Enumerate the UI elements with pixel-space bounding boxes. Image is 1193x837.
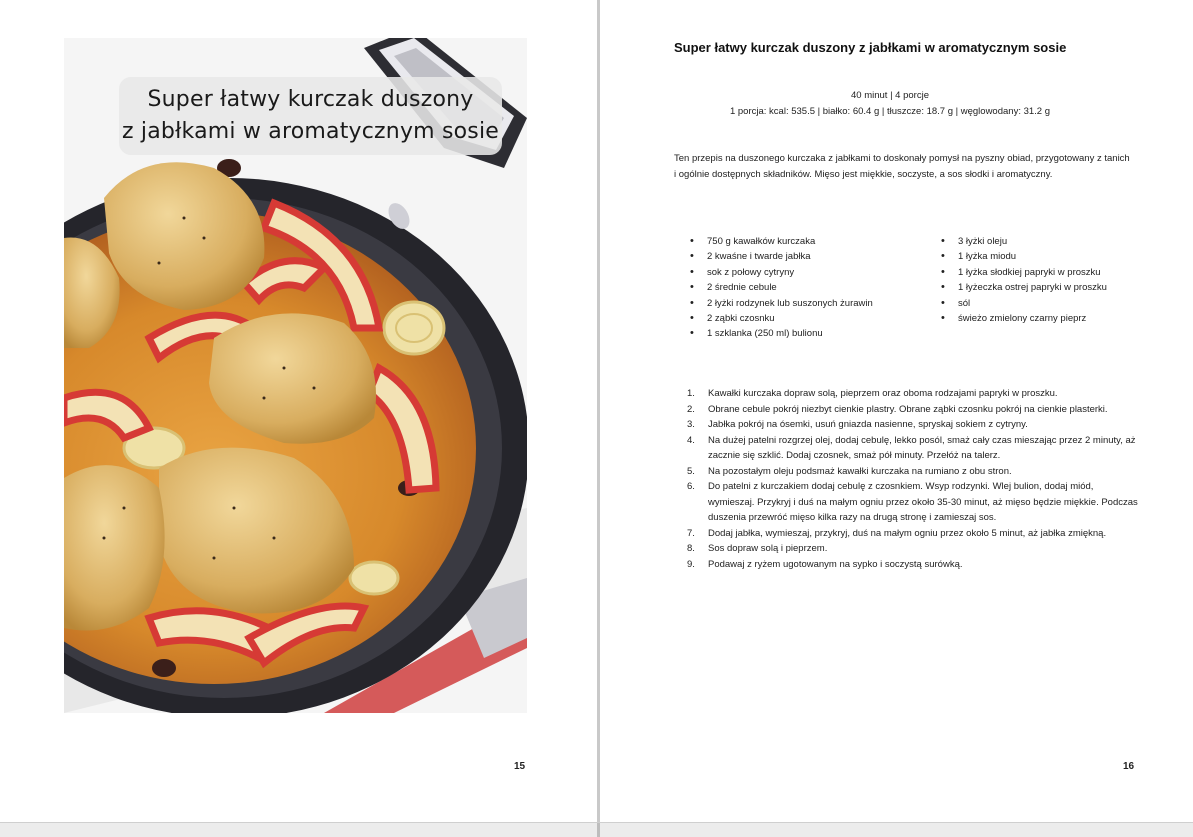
ingredient-item: • sól xyxy=(941,296,1107,311)
step-text: Obrane cebule pokrój niezbyt cienkie plastry. Obrane ząbki czosnku pokrój na cienkie plasterki. xyxy=(708,403,1108,415)
step-number: 3. xyxy=(687,419,695,430)
ingredients-left-list xyxy=(690,234,873,342)
step-item xyxy=(687,433,1141,464)
ingredient-item: • 1 łyżeczka ostrej papryki w proszku xyxy=(941,280,1107,295)
recipe-intro: Ten przepis na duszonego kurczaka z jabłkami to doskonały pomysł na pyszny obiad, przygotowany z tanich i ogólnie dostępnych składników. Mięso jest miękkie, soczyste, a sos słodki i aromatyczny. xyxy=(674,153,1130,180)
step-item xyxy=(687,386,1141,402)
ingredient-item: • 2 ząbki czosnku xyxy=(690,311,873,326)
ingredient-item: • 3 łyżki oleju xyxy=(941,234,1107,249)
recipe-photo xyxy=(64,38,527,713)
page-number-left: 15 xyxy=(514,761,526,772)
ingredient-item: • 1 łyżka miodu xyxy=(941,249,1107,264)
preparation-steps xyxy=(687,386,1141,572)
ingredient-item: • 750 g kawałków kurczaka xyxy=(690,234,873,249)
ingredient-item: • 1 łyżka słodkiej papryki w proszku xyxy=(941,265,1107,280)
step-text: Do patelni z kurczakiem dodaj cebulę z czosnkiem. Wsyp rodzynki. Wlej bulion, dodaj miód, wymieszaj. Przykryj i duś na małym ogniu przez około 35-30 minut, aż mięso będzie miękkie. Podczas duszenia przewróć mięso kilka razy na drugą stronę i zamieszaj sos. xyxy=(708,481,1138,523)
step-text: Na pozostałym oleju podsmaż kawałki kurczaka na rumiano z obu stron. xyxy=(708,465,1012,477)
ingredient-item: • sok z połowy cytryny xyxy=(690,265,873,280)
step-number: 4. xyxy=(687,434,695,446)
step-item xyxy=(687,526,1141,542)
step-item xyxy=(687,464,1141,480)
ingredient-item: • świeżo zmielony czarny pieprz xyxy=(941,311,1107,326)
step-text: Podawaj z ryżem ugotowanym na sypko i soczystą surówką. xyxy=(708,558,963,570)
ingredient-item: • 2 łyżki rodzynek lub suszonych żurawin xyxy=(690,296,873,311)
step-number: 2. xyxy=(687,403,695,415)
nutrition-info: 1 porcja: kcal: 535.5 | białko: 60.4 g | tłuszcze: 18.7 g | węglowodany: 31.2 g xyxy=(729,106,1051,117)
photo-title-line2: z jabłkami w aromatycznym sosie xyxy=(121,119,500,144)
step-number: 5. xyxy=(687,465,695,477)
ingredient-item: • 2 średnie cebule xyxy=(690,280,873,295)
ingredients-right-list xyxy=(941,234,1107,326)
ingredient-item: • 2 kwaśne i twarde jabłka xyxy=(690,249,873,264)
right-page xyxy=(600,0,1193,822)
step-number: 8. xyxy=(687,543,695,554)
step-text: Jabłka pokrój na ósemki, usuń gniazda nasienne, spryskaj sokiem z cytryny. xyxy=(708,419,1028,430)
next-page-edge xyxy=(0,822,1193,837)
step-text: Sos dopraw solą i pieprzem. xyxy=(708,543,828,554)
step-number: 6. xyxy=(687,481,695,492)
step-item xyxy=(687,479,1141,526)
step-text: Na dużej patelni rozgrzej olej, dodaj cebulę, lekko posól, smaż cały czas mieszając przez 2 minuty, aż zacznie się szklić. Dodaj czosnek, smaż pół minuty. Przełóż na talerz. xyxy=(708,434,1136,461)
left-page xyxy=(0,0,597,822)
step-text: Dodaj jabłka, wymieszaj, przykryj, duś na małym ogniu przez około 5 minut, aż jabłka zmiękną. xyxy=(708,527,1107,539)
step-item xyxy=(687,402,1141,418)
photo-title-line1: Super łatwy kurczak duszony xyxy=(147,87,474,112)
step-text: Kawałki kurczaka dopraw solą, pieprzem oraz oboma rodzajami papryki w proszku. xyxy=(708,388,1058,399)
ingredient-item: • 1 szklanka (250 ml) bulionu xyxy=(690,326,873,341)
time-servings: 40 minut | 4 porcje xyxy=(851,90,929,101)
step-number: 1. xyxy=(687,388,695,399)
step-item xyxy=(687,417,1141,433)
step-item xyxy=(687,541,1141,557)
recipe-title: Super łatwy kurczak duszony z jabłkami w aromatycznym sosie xyxy=(674,40,1067,55)
step-number: 9. xyxy=(687,558,695,570)
step-number: 7. xyxy=(687,527,695,539)
page-number-right: 16 xyxy=(1123,761,1135,772)
photo-title-overlay xyxy=(119,77,502,155)
step-item xyxy=(687,557,1141,573)
